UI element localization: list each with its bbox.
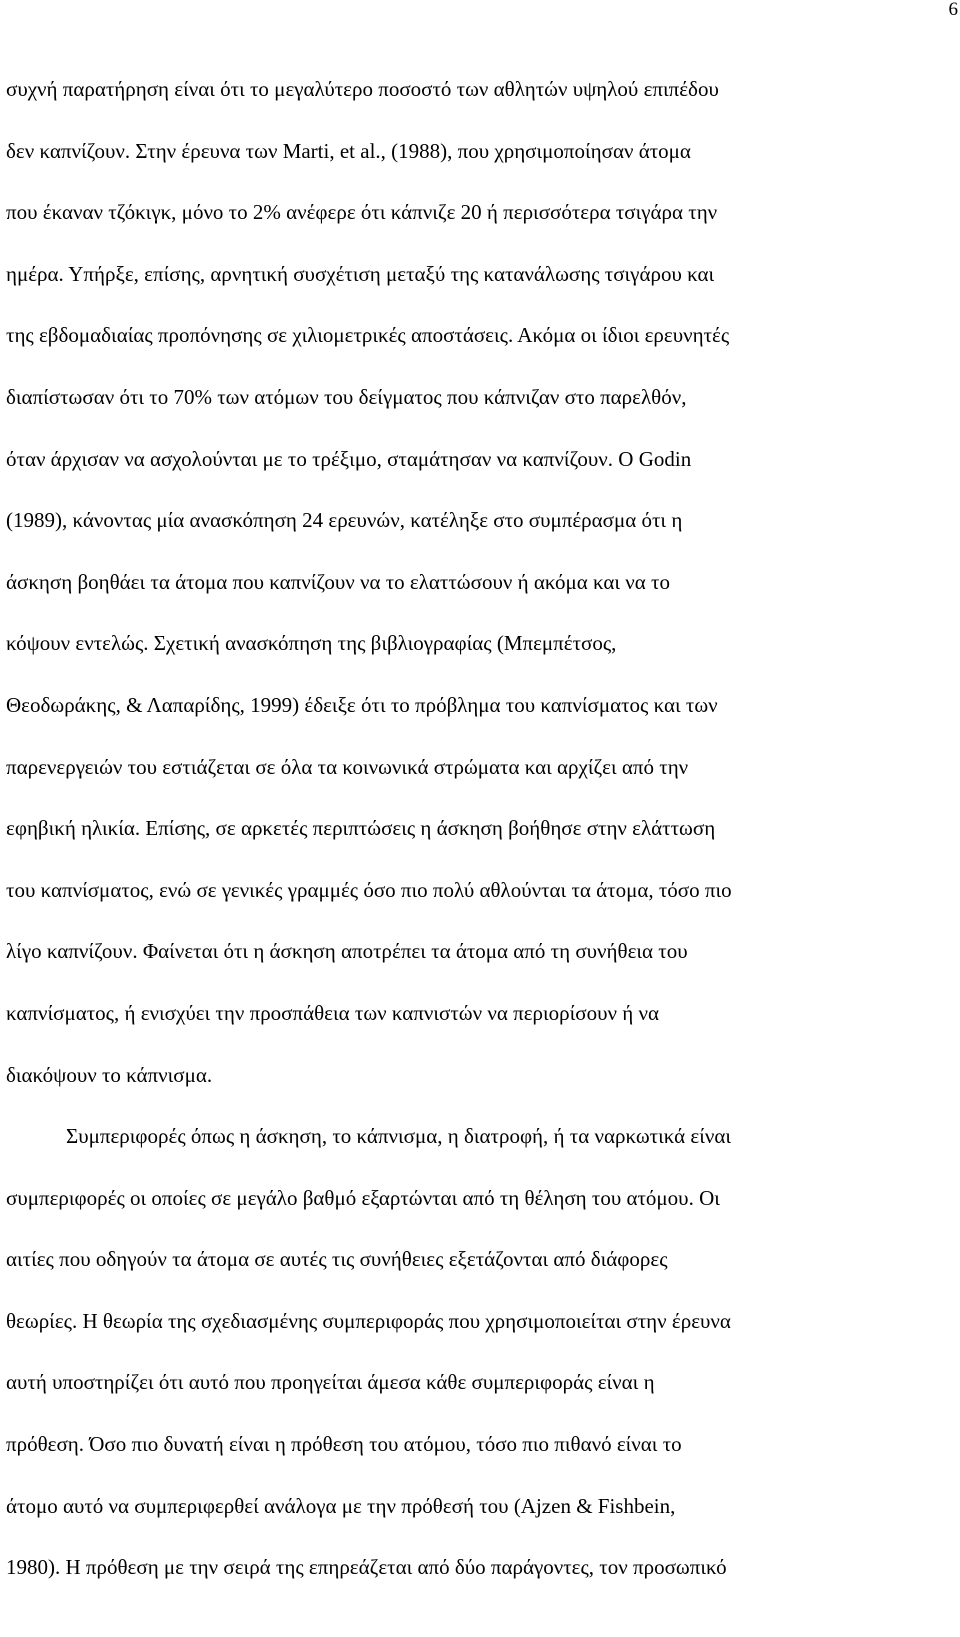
- text-line: δεν καπνίζουν. Στην έρευνα των Marti, et al., (1988), που χρησιμοποίησαν άτομα: [6, 138, 691, 163]
- text-line: ημέρα. Υπήρξε, επίσης, αρνητική συσχέτιση μεταξύ της κατανάλωσης τσιγάρου και: [6, 261, 715, 286]
- document-body: [6, 75, 956, 1615]
- text-line: Θεοδωράκης, & Λαπαρίδης, 1999) έδειξε ότι το πρόβλημα του καπνίσματος και των: [6, 692, 718, 717]
- text-line: αιτίες που οδηγούν τα άτομα σε αυτές τις συνήθειες εξετάζονται από διάφορες: [6, 1247, 668, 1272]
- text-line: της εβδομαδιαίας προπόνησης σε χιλιομετρικές αποστάσεις. Ακόμα οι ίδιοι ερευνητές: [6, 323, 730, 348]
- text-line: εφηβική ηλικία. Επίσης, σε αρκετές περιπτώσεις η άσκηση βοήθησε στην ελάττωση: [6, 816, 716, 841]
- page-number: 6: [948, 0, 958, 20]
- text-line: (1989), κάνοντας μία ανασκόπηση 24 ερευνών, κατέληξε στο συμπέρασμα ότι η: [6, 508, 683, 533]
- text-line: πρόθεση. Όσο πιο δυνατή είναι η πρόθεση του ατόμου, τόσο πιο πιθανό είναι το: [6, 1432, 682, 1457]
- text-line: άσκηση βοηθάει τα άτομα που καπνίζουν να το ελαττώσουν ή ακόμα και να το: [6, 569, 670, 594]
- text-line: διακόψουν το κάπνισμα.: [6, 1062, 213, 1087]
- text-line: 1980). Η πρόθεση με την σειρά της επηρεάζεται από δύο παράγοντες, τον προσωπικό: [6, 1555, 727, 1580]
- text-line: παρενεργειών του εστιάζεται σε όλα τα κοινωνικά στρώματα και αρχίζει από την: [6, 754, 689, 779]
- text-line: συμπεριφορές οι οποίες σε μεγάλο βαθμό εξαρτώνται από τη θέληση του ατόμου. Οι: [6, 1185, 720, 1210]
- text-line: καπνίσματος, ή ενισχύει την προσπάθεια των καπνιστών να περιορίσουν ή να: [6, 1000, 659, 1025]
- text-line: θεωρίες. Η θεωρία της σχεδιασμένης συμπεριφοράς που χρησιμοποιείται στην έρευνα: [6, 1308, 731, 1333]
- text-line: του καπνίσματος, ενώ σε γενικές γραμμές όσο πιο πολύ αθλούνται τα άτομα, τόσο πιο: [6, 877, 732, 902]
- text-line: αυτή υποστηρίζει ότι αυτό που προηγείται άμεσα κάθε συμπεριφοράς είναι η: [6, 1370, 655, 1395]
- text-line: συχνή παρατήρηση είναι ότι το μεγαλύτερο ποσοστό των αθλητών υψηλού επιπέδου: [6, 77, 719, 101]
- text-line: όταν άρχισαν να ασχολούνται με το τρέξιμο, σταμάτησαν να καπνίζουν. Ο Godin: [6, 446, 692, 471]
- text-line: διαπίστωσαν ότι το 70% των ατόμων του δείγματος που κάπνιζαν στο παρελθόν,: [6, 384, 687, 409]
- text-line: που έκαναν τζόκιγκ, μόνο το 2% ανέφερε ότι κάπνιζε 20 ή περισσότερα τσιγάρα την: [6, 200, 718, 225]
- text-line: άτομο αυτό να συμπεριφερθεί ανάλογα με την πρόθεσή του (Ajzen & Fishbein,: [6, 1493, 676, 1518]
- paragraph-first-line: Συμπεριφορές όπως η άσκηση, το κάπνισμα, η διατροφή, ή τα ναρκωτικά είναι: [66, 1124, 732, 1149]
- text-line: λίγο καπνίζουν. Φαίνεται ότι η άσκηση αποτρέπει τα άτομα από τη συνήθεια του: [6, 939, 688, 964]
- text-line: κόψουν εντελώς. Σχετική ανασκόπηση της βιβλιογραφίας (Μπεμπέτσος,: [6, 631, 617, 656]
